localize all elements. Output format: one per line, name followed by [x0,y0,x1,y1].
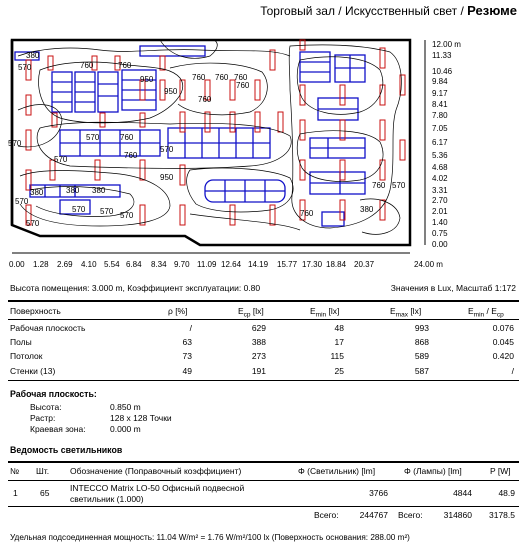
totals-flux-lamp: 314860 [443,510,472,520]
y-tick-label: 8.41 [432,100,448,109]
table-rule [8,506,519,507]
cell-e-max: 587 [414,366,429,376]
x-tick-label: 8.34 [151,260,167,269]
y-tick-label: 4.02 [432,174,448,183]
cell-rho: 73 [182,351,192,361]
iso-label: 760 [118,61,132,70]
col-e-min: $E_{min}$ [lx] [310,306,340,319]
isolux-labels [8,51,406,228]
iso-label: 760 [215,73,229,82]
cell-e-avg: 388 [251,337,266,347]
x-tick-label: 1.28 [33,260,49,269]
iso-label: 760 [192,73,206,82]
cell-ratio: 0.076 [492,323,514,333]
cell-power: 48.9 [498,488,515,498]
cell-rho: 49 [182,366,192,376]
y-tick-label: 0.75 [432,229,448,238]
iso-label: 760 [198,95,212,104]
col-e-max: $E_{max}$ [lx] [390,306,422,319]
x-tick-label: 2.69 [57,260,73,269]
iso-label: 380 [30,188,44,197]
iso-label: 570 [86,133,100,142]
workplane-grid-value: 128 x 128 Точки [110,413,172,423]
x-tick-label: 0.00 [9,260,25,269]
cell-e-min: 115 [330,351,344,361]
iso-label: 380 [360,205,374,214]
x-tick-label: 4.10 [81,260,97,269]
cell-e-min: 48 [334,323,344,333]
cell-designation-2: светильник (1.000) [70,494,144,504]
workplane-height-label: Высота: [30,402,62,412]
x-tick-label: 18.84 [326,260,347,269]
y-tick-label: 1.40 [432,218,448,227]
y-tick-label: 3.31 [432,186,448,195]
workplane-height-value: 0.850 m [110,402,141,412]
iso-label: 380 [26,51,40,60]
cell-name: Рабочая плоскость [10,323,86,333]
cell-ratio: / [511,366,514,376]
iso-label: 760 [124,151,138,160]
y-tick-label: 11.33 [432,51,452,60]
y-tick-label: 12.00 m [432,40,461,49]
table-rule [8,461,519,463]
x-tick-label: 24.00 m [414,260,443,269]
col-no: № [10,466,20,476]
iso-label: 570 [100,207,114,216]
totals-power: 3178.5 [489,510,515,520]
y-tick-label: 2.70 [432,196,448,205]
iso-label: 570 [72,205,86,214]
iso-label: 570 [54,155,68,164]
y-tick-label: 4.68 [432,163,448,172]
cell-e-max: 589 [414,351,429,361]
iso-label: 570 [392,181,406,190]
cell-rho: / [189,323,192,333]
iso-label: 760 [234,73,248,82]
y-tick-label: 10.46 [432,67,453,76]
col-qty: Шт. [36,466,50,476]
iso-label: 570 [15,197,29,206]
col-flux-lamp: Φ (Лампы) [lm] [404,466,462,476]
iso-label: 570 [26,219,40,228]
x-tick-label: 14.19 [248,260,269,269]
col-flux-luminaire: Φ (Светильник) [lm] [298,466,376,476]
totals-label-2: Всего: [398,510,423,520]
x-tick-label: 11.09 [197,260,217,269]
cell-no: 1 [13,488,18,498]
cell-flux-luminaire: 3766 [369,488,388,498]
iso-label: 760 [236,81,250,90]
cell-flux-lamp: 4844 [453,488,472,498]
iso-label: 760 [120,133,134,142]
col-rho: ρ [%] [168,306,188,316]
iso-label: 950 [140,75,154,84]
x-tick-label: 17.30 [302,260,323,269]
iso-label: 760 [372,181,386,190]
table-rule [8,300,519,302]
iso-label: 950 [164,87,178,96]
units-info: Значения в Lux, Масштаб 1:172 [390,283,516,293]
table-rule [8,480,519,481]
col-surface: Поверхность [10,306,61,316]
iso-label: 570 [120,211,134,220]
y-tick-label: 2.01 [432,207,448,216]
y-tick-label: 7.80 [432,111,448,120]
y-tick-label: 9.84 [432,77,448,86]
workplane-title: Рабочая плоскость: [10,389,97,399]
x-tick-label: 9.70 [174,260,190,269]
shelving-racks [15,46,365,226]
cell-designation: INTECCO Matrix LO-50 Офисный подвесной [70,483,245,493]
totals-label: Всего: [314,510,339,520]
y-scale-labels [432,40,461,249]
iso-label: 760 [300,209,314,218]
col-e-avg: $E_{cp}$ [lx] [238,306,264,319]
iso-label: 570 [8,139,22,148]
cell-e-avg: 191 [251,366,266,376]
iso-label: 570 [160,145,174,154]
iso-label: 380 [92,186,106,195]
cell-e-avg: 273 [251,351,266,361]
table-rule [8,319,519,320]
luminaires-title: Ведомость светильников [10,445,123,455]
x-tick-label: 6.84 [126,260,142,269]
workplane-grid-label: Растр: [30,413,56,423]
x-scale-labels [9,260,443,269]
y-tick-label: 5.36 [432,151,448,160]
room-height-info: Высота помещения: 3.000 m, Коэффициент эксплуатации: 0.80 [10,283,261,293]
col-ratio: $E_{min} / E_{cp}$ [468,306,504,319]
iso-label: 380 [66,186,80,195]
x-tick-label: 5.54 [104,260,120,269]
y-tick-label: 0.00 [432,240,448,249]
specific-power-footer: Удельная подсоединенная мощность: 11.04 W/m² = 1.76 W/m²/100 lx (Поверхность основания: 288.00 m²) [10,533,410,542]
workplane-edge-label: Краевая зона: [30,424,86,434]
y-tick-label: 9.17 [432,89,448,98]
iso-label: 950 [160,173,174,182]
cell-ratio: 0.420 [492,351,514,361]
y-tick-label: 6.17 [432,138,448,147]
y-tick-label: 7.05 [432,124,448,133]
cell-rho: 63 [182,337,192,347]
cell-e-max: 993 [414,323,429,333]
cell-name: Потолок [10,351,43,361]
page-title: Торговый зал / Искусственный свет / Резюме [260,3,517,18]
totals-flux-luminaire: 244767 [359,510,388,520]
col-designation: Обозначение (Поправочный коэффициент) [70,466,242,476]
x-tick-label: 15.77 [277,260,298,269]
cell-e-min: 17 [334,337,344,347]
col-power: P [W] [490,466,511,476]
cell-e-min: 25 [334,366,344,376]
cell-e-avg: 629 [251,323,266,333]
table-rule [8,380,519,381]
cell-ratio: 0.045 [492,337,514,347]
workplane-edge-value: 0.000 m [110,424,141,434]
iso-label: 760 [80,61,94,70]
cell-e-max: 868 [414,337,429,347]
cell-qty: 65 [40,488,50,498]
cell-name: Стенки (13) [10,366,56,376]
iso-label: 570 [18,63,32,72]
x-tick-label: 20.37 [354,260,375,269]
cell-name: Полы [10,337,32,347]
x-tick-label: 12.64 [221,260,242,269]
